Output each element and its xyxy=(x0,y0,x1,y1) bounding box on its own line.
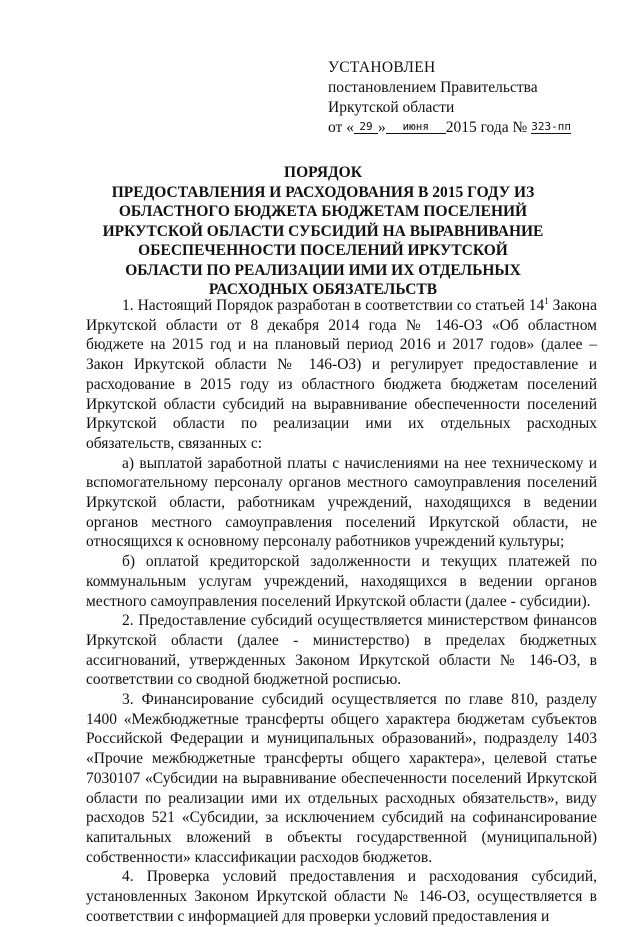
date-year: 2015 года № xyxy=(445,119,528,136)
date-mid: » xyxy=(377,119,386,136)
approval-region: Иркутской области xyxy=(328,99,455,116)
document-body xyxy=(86,296,597,927)
approval-date-line xyxy=(328,118,618,138)
paragraph-4: 4. Проверка условий предоставления и расходования субсидий, установленных Законом Иркутской области № 146-ОЗ, осуществляется в соответствии с информацией для проверки условий предоставления и xyxy=(86,868,597,925)
article-superscript: 1 xyxy=(544,295,549,306)
date-prefix: от « xyxy=(328,119,354,136)
approval-stamp xyxy=(328,58,618,138)
decree-number: 323-пп xyxy=(531,120,572,133)
paragraph-1-text-b: Закона Иркутской области от 8 декабря 2014 года № 146-ОЗ «Об областном бюджете на 2015 год и на плановый период 2016 и 2017 годов» (далее – Закон Иркутской области № 146-ОЗ) и регулирует предоставление и расходование в 2015 году из областного бюджета бюджетам поселений Иркутской области субсидий на выравнивание обеспеченности поселений Иркутской области по реализации ими их отдельных расходных обязательств, связанных с: xyxy=(86,297,597,452)
document-title xyxy=(100,163,546,300)
paragraph-1a: а) выплатой заработной платы с начислениями на нее техническому и вспомогательному персоналу органов местного самоуправления поселений Иркутской области, работникам учреждений, находящихся в ведении органов местного самоуправления поселений Иркутской области, не относящихся к основному персоналу работников учреждений культуры; xyxy=(86,454,597,551)
title-heading: ПОРЯДОК xyxy=(284,164,362,181)
paragraph-1-text-a: 1. Настоящий Порядок разработан в соответствии со статьей 14 xyxy=(122,297,545,314)
approval-authority: постановлением Правительства xyxy=(328,79,538,96)
date-day: 29 xyxy=(354,121,378,134)
paragraph-1 xyxy=(86,296,597,454)
title-subject: ПРЕДОСТАВЛЕНИЯ И РАСХОДОВАНИЯ В 2015 ГОДУ ИЗ ОБЛАСТНОГО БЮДЖЕТА БЮДЖЕТАМ ПОСЕЛЕНИЙ ИРКУТСКОЙ ОБЛАСТИ СУБСИДИЙ НА ВЫРАВНИВАНИЕ ОБЕСПЕЧЕННОСТИ ПОСЕЛЕНИЙ ИРКУТСКОЙ ОБЛАСТИ ПО РЕАЛИЗАЦИИ ИМИ ИХ ОТДЕЛЬНЫХ РАСХОДНЫХ ОБЯЗАТЕЛЬСТВ xyxy=(102,183,544,298)
date-month: июня xyxy=(386,121,446,134)
paragraph-3: 3. Финансирование субсидий осуществляется по главе 810, разделу 1400 «Межбюджетные трансферты общего характера бюджетам субъектов Российской Федерации и муниципальных образований», подразделу 1403 «Прочие межбюджетные трансферты общего характера», целевой статье 7030107 «Субсидии на выравнивание обеспеченности поселений Иркутской области по реализации ими их отдельных расходных обязательств», виду расходов 521 «Субсидии, за исключением субсидий на софинансирование капитальных вложений в объекты государственной (муниципальной) собственности» классификации расходов бюджетов. xyxy=(86,691,597,866)
paragraph-1b: б) оплатой кредиторской задолженности и текущих платежей по коммунальным услугам учреждений, находящихся в ведении органов местного самоуправления поселений Иркутской области (далее - субсидии). xyxy=(86,553,597,610)
approval-heading: УСТАНОВЛЕН xyxy=(328,59,436,76)
paragraph-2: 2. Предоставление субсидий осуществляется министерством финансов Иркутской области (далее - министерство) в пределах бюджетных ассигнований, утвержденных Законом Иркутской области № 146-ОЗ, в соответствии со сводной бюджетной росписью. xyxy=(86,612,597,689)
